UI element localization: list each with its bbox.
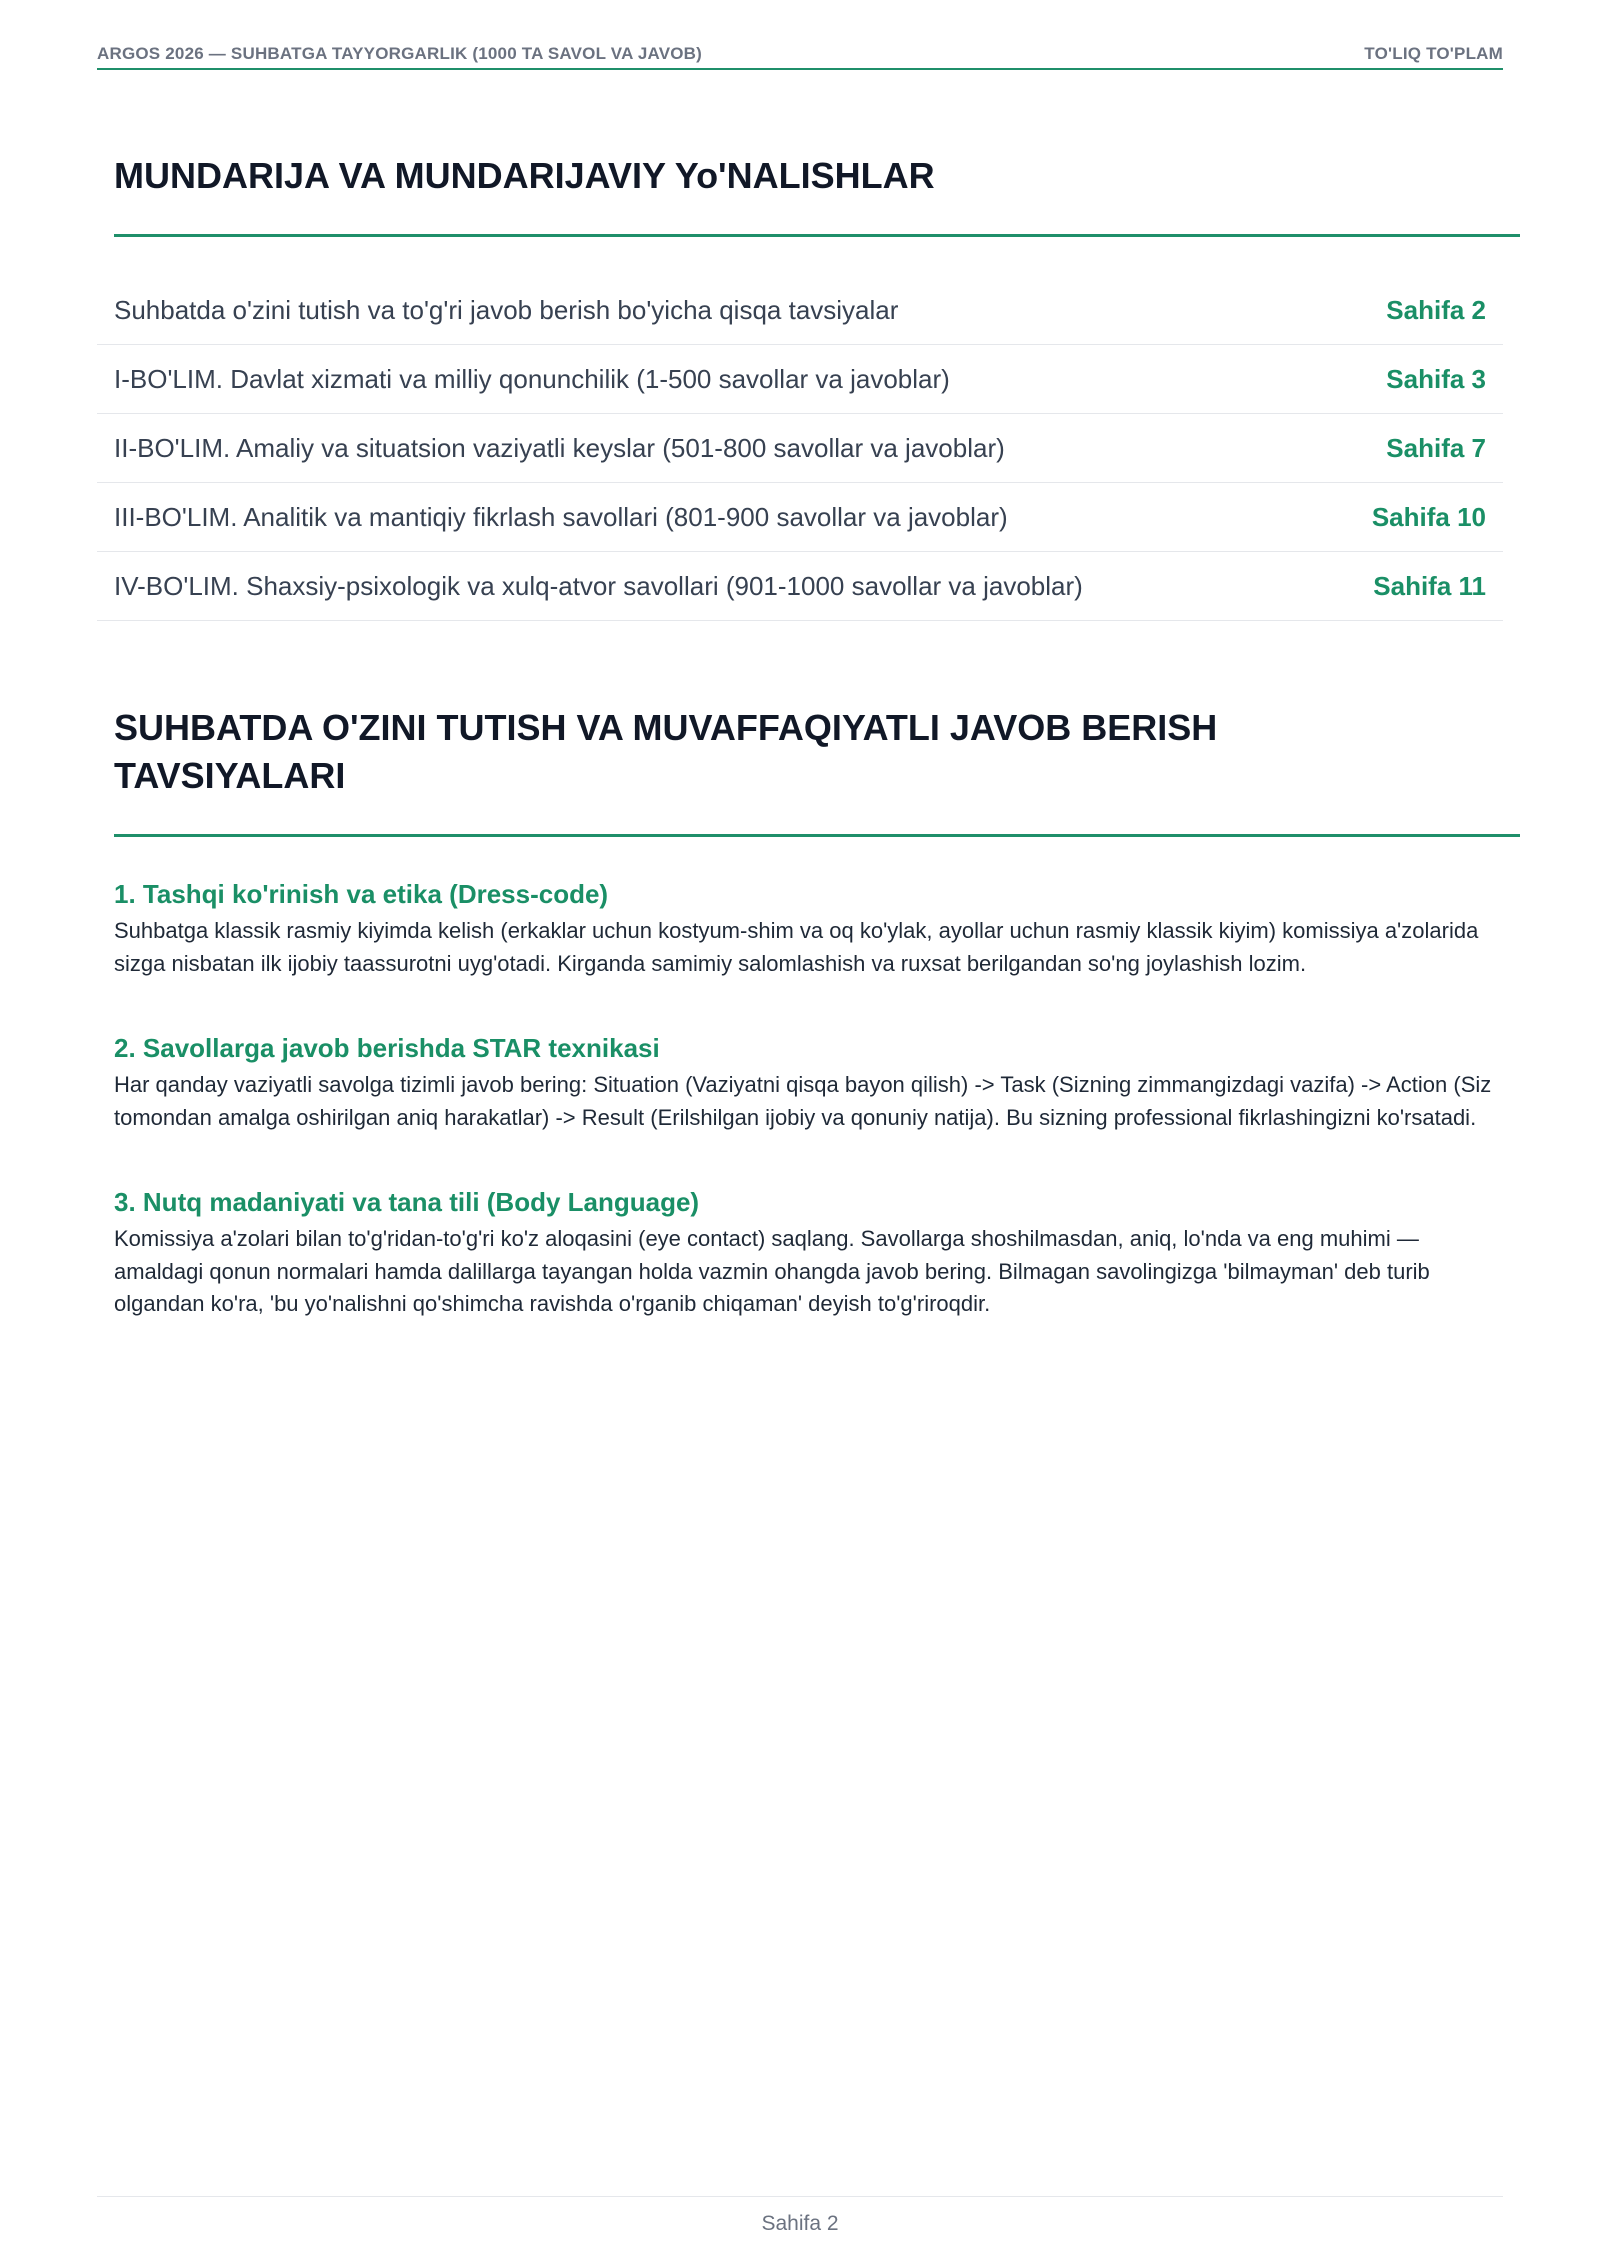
toc-item[interactable] [97, 552, 1503, 621]
toc-item[interactable] [97, 276, 1503, 345]
toc-item[interactable] [97, 414, 1503, 483]
toc-item-label: II-BO'LIM. Amaliy va situatsion vaziyatli keyslar (501-800 savollar va javoblar) [114, 432, 1005, 463]
tip-body: Har qanday vaziyatli savolga tizimli javob bering: Situation (Vaziyatni qisqa bayon qilish) -> Task (Sizning zimmangizdagi vazifa) -> Action (Siz tomondan amalga oshirilgan aniq harakatlar) -> Result (Erilshilgan ijobiy va qonuniy natija). Bu sizning professional fikrlashingizni ko'rsatadi. [114, 1072, 1492, 1130]
tip-dress-code [114, 877, 1500, 980]
tip-body: Suhbatga klassik rasmiy kiyimda kelish (erkaklar uchun kostyum-shim va oq ko'ylak, ayollar uchun rasmiy klassik kiyim) komissiya a'zolarida sizga nisbatan ilk ijobiy taassurotni uyg'otadi. Kirganda samimiy salomlashish va ruxsat berilgandan so'ng joylashish lozim. [114, 918, 1479, 976]
toc-item-page: Sahifa 3 [1386, 363, 1486, 394]
footer-rule [97, 2196, 1503, 2197]
toc-item-page: Sahifa 10 [1371, 501, 1486, 532]
toc-item-label: IV-BO'LIM. Shaxsiy-psixologik va xulq-atvor savollari (901-1000 savollar va javoblar) [114, 570, 1083, 601]
tip-heading: 3. Nutq madaniyati va tana tili (Body Language) [114, 1187, 700, 1217]
toc-item-label: III-BO'LIM. Analitik va mantiqiy fikrlash savollari (801-900 savollar va javoblar) [114, 501, 1008, 532]
toc-item[interactable] [97, 483, 1503, 552]
toc-list [97, 276, 1503, 621]
page-number: Sahifa 2 [761, 2212, 839, 2235]
tip-heading: 2. Savollarga javob berishda STAR texnikasi [114, 1033, 660, 1063]
tips-title-rule [114, 834, 1520, 837]
running-header-rule [97, 68, 1503, 70]
toc-item-page: Sahifa 7 [1386, 432, 1486, 463]
toc-item-label: Suhbatda o'zini tutish va to'g'ri javob berish bo'yicha qisqa tavsiyalar [114, 294, 899, 325]
toc-item-label: I-BO'LIM. Davlat xizmati va milliy qonunchilik (1-500 savollar va javoblar) [114, 363, 950, 394]
tip-heading: 1. Tashqi ko'rinish va etika (Dress-code) [114, 879, 609, 909]
toc-item[interactable] [97, 345, 1503, 414]
running-header-collection: TO'LIQ TO'PLAM [1364, 44, 1503, 63]
toc-title: MUNDARIJA VA MUNDARIJAVIY Yo'NALISHLAR [114, 155, 935, 196]
tip-star-technique [114, 1031, 1500, 1134]
running-header-title: ARGOS 2026 — SUHBATGA TAYYORGARLIK (1000 TA SAVOL VA JAVOB) [97, 44, 703, 63]
toc-title-rule [114, 234, 1520, 237]
toc-item-page: Sahifa 2 [1386, 294, 1486, 325]
tips-title: SUHBATDA O'ZINI TUTISH VA MUVAFFAQIYATLI JAVOB BERISH TAVSIYALARI [114, 707, 1218, 796]
tip-body-language [114, 1185, 1500, 1321]
toc-item-page: Sahifa 11 [1373, 570, 1486, 601]
running-header [97, 40, 1503, 68]
tip-body: Komissiya a'zolari bilan to'g'ridan-to'g'ri ko'z aloqasini (eye contact) saqlang. Savollarga shoshilmasdan, aniq, lo'nda va eng muhimi — amaldagi qonun normalari hamda dalillarga tayangan holda vazmin ohangda javob bering. Bilmagan savolingizga 'bilmayman' deb turib olgandan ko'ra, 'bu yo'nalishni qo'shimcha ravishda o'rganib chiqaman' deyish to'g'riroqdir. [114, 1226, 1430, 1316]
